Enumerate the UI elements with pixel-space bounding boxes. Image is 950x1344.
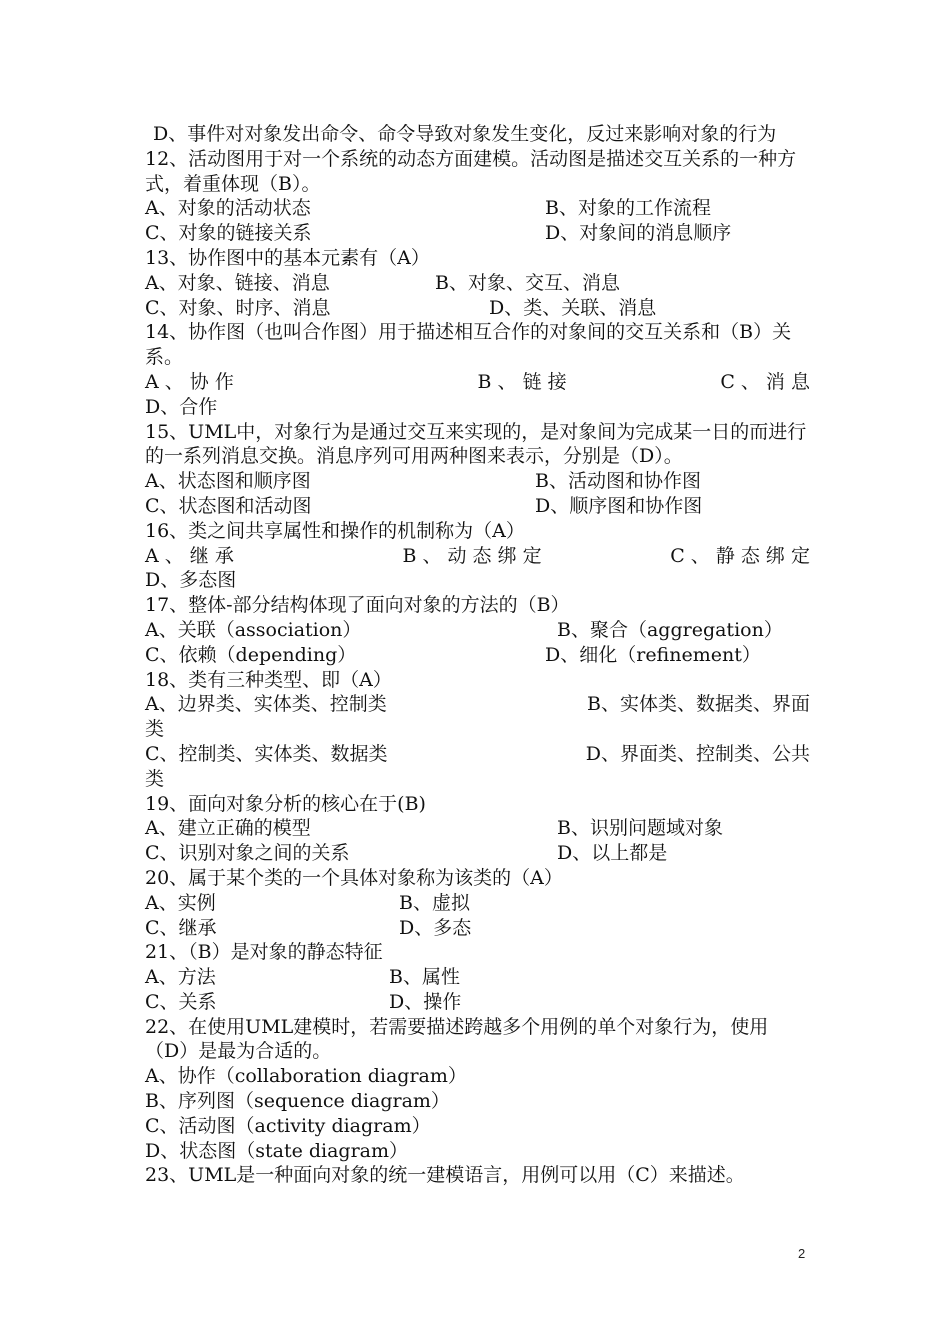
option-a: A、边界类、实体类、控制类 — [145, 693, 387, 716]
option-c: C、活动图（activity diagram） — [145, 1114, 431, 1137]
options-row — [145, 544, 810, 569]
options-row — [145, 692, 810, 717]
option-a: A、协作（collaboration diagram） — [145, 1065, 467, 1088]
question-23: 23、UML是一种面向对象的统一建模语言，用例可以用（C）来描述。 — [145, 1164, 745, 1187]
option-a: A、对象的活动状态 — [145, 197, 311, 220]
option-d-wrap: 类 — [145, 767, 165, 790]
option-b: B、识别问题域对象 — [557, 817, 723, 840]
options-row — [145, 990, 810, 1015]
option-d: D、对象间的消息顺序 — [545, 222, 732, 245]
option-a: A、对象、链接、消息 — [145, 271, 330, 294]
question-17: 17、整体-部分结构体现了面向对象的方法的（B） — [145, 594, 570, 617]
options-row — [145, 271, 810, 296]
option-b: B、聚合（aggregation） — [557, 618, 783, 641]
option-b: B、虚拟 — [399, 891, 470, 914]
option-d: D、操作 — [389, 990, 462, 1013]
option-b: B 、 动 态 绑 定 — [402, 544, 542, 567]
option-d-text: D、事件对对象发出命令、命令导致对象发生变化，反过来影响对象的行为 — [153, 123, 777, 145]
option-b: B、对象的工作流程 — [545, 197, 711, 220]
options-row — [145, 643, 810, 668]
option-d: D、以上都是 — [557, 842, 668, 865]
option-c: C 、 静 态 绑 定 — [670, 544, 810, 567]
question-18: 18、类有三种类型、即（A） — [145, 668, 392, 691]
option-b: B、实体类、数据类、界面 — [587, 693, 810, 716]
question-13: 13、协作图中的基本元素有（A） — [145, 246, 430, 269]
option-c: C、依赖（depending） — [145, 643, 357, 666]
question-20: 20、属于某个类的一个具体对象称为该类的（A） — [145, 866, 563, 889]
question-12: 12、活动图用于对一个系统的动态方面建模。活动图是描述交互关系的一种方式，着重体现（B）。 — [145, 147, 797, 195]
option-c: C 、 消 息 — [720, 370, 810, 393]
options-row — [145, 221, 810, 246]
options-row — [145, 370, 810, 395]
options-row — [145, 296, 810, 321]
options-row — [145, 618, 810, 643]
option-b: B 、 链 接 — [477, 370, 567, 393]
option-b: B、属性 — [389, 966, 460, 989]
option-a: A、实例 — [145, 891, 216, 914]
option-b: B、对象、交互、消息 — [435, 271, 620, 294]
options-row — [145, 965, 810, 990]
question-14: 14、协作图（也叫合作图）用于描述相互合作的对象间的交互关系和（B）关系。 — [145, 321, 792, 369]
options-row — [145, 916, 810, 941]
option-d: D、多态 — [399, 916, 472, 939]
question-15: 15、UML中，对象行为是通过交互来实现的，是对象间为完成某一日的而进行的一系列消息交换。消息序列可用两种图来表示，分别是（D）。 — [145, 420, 807, 468]
option-c: C、控制类、实体类、数据类 — [145, 742, 388, 765]
option-b: B、活动图和协作图 — [535, 470, 701, 493]
option-a: A、状态图和顺序图 — [145, 470, 311, 493]
question-22: 22、在使用UML建模时，若需要描述跨越多个用例的单个对象行为，使用（D）是最为合适的。 — [145, 1015, 769, 1063]
option-a: A、方法 — [145, 966, 216, 989]
question-19: 19、面向对象分析的核心在于(B) — [145, 792, 426, 815]
option-a: A 、 继 承 — [145, 544, 234, 567]
option-d: D、多态图 — [145, 569, 237, 592]
option-c: C、对象的链接关系 — [145, 222, 312, 245]
option-b: B、序列图（sequence diagram） — [145, 1090, 450, 1113]
option-d: D、合作 — [145, 395, 218, 418]
option-d: D、界面类、控制类、公共 — [585, 742, 810, 765]
option-a: A、建立正确的模型 — [145, 817, 311, 840]
option-c: C、对象、时序、消息 — [145, 296, 331, 319]
option-d: D、细化（refinement） — [545, 643, 761, 666]
option-b-wrap: 类 — [145, 718, 165, 741]
document-body — [145, 122, 810, 1188]
option-c: C、识别对象之间的关系 — [145, 842, 350, 865]
question-21: 21、（B）是对象的静态特征 — [145, 941, 383, 964]
option-c: C、状态图和活动图 — [145, 494, 312, 517]
option-d: D、状态图（state diagram） — [145, 1139, 409, 1162]
option-a: A 、 协 作 — [145, 370, 234, 393]
options-row — [145, 816, 810, 841]
option-c: C、继承 — [145, 916, 217, 939]
options-row — [145, 891, 810, 916]
options-row — [145, 196, 810, 221]
page-number: 2 — [798, 1246, 806, 1261]
options-row — [145, 469, 810, 494]
options-row — [145, 742, 810, 767]
option-a: A、关联（association） — [145, 618, 362, 641]
question-16: 16、类之间共享属性和操作的机制称为（A） — [145, 519, 525, 542]
options-row — [145, 494, 810, 519]
options-row — [145, 841, 810, 866]
option-c: C、关系 — [145, 990, 217, 1013]
option-d: D、类、关联、消息 — [489, 296, 657, 319]
option-d: D、顺序图和协作图 — [535, 494, 703, 517]
